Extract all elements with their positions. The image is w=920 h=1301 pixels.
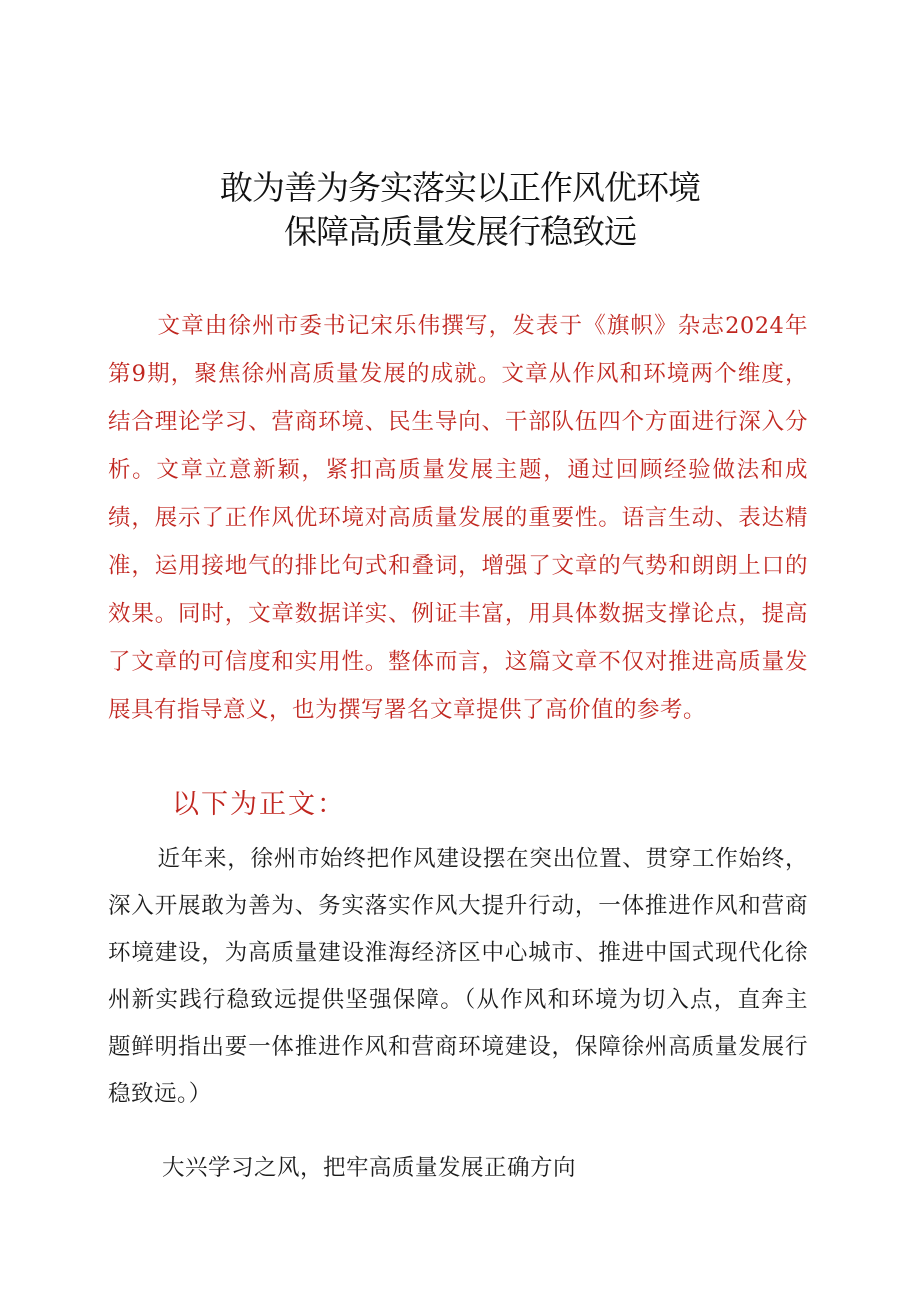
body-paragraph: 近年来，徐州市始终把作风建设摆在突出位置、贯穿工作始终，深入开展敢为善为、务实落实作风大提升行动，一体推进作风和营商环境建设，为高质量建设淮海经济区中心城市、推进中国式现代化徐州新实践行稳致远提供坚强保障。（从作风和环境为切入点，直奔主题鲜明指出要一体推进作风和营商环境建设，保障徐州高质量发展行稳致远。） <box>108 846 808 1107</box>
section-heading: 大兴学习之风，把牢高质量发展正确方向 <box>162 1155 577 1181</box>
document-title <box>0 166 920 254</box>
title-line-1: 敢为善为务实落实以正作风优环境 <box>220 168 700 207</box>
intro-heading: 以下为正文： <box>172 789 346 820</box>
title-line-2: 保障高质量发展行稳致远 <box>284 212 636 251</box>
summary-paragraph: 文章由徐州市委书记宋乐伟撰写，发表于《旗帜》杂志2024年第9期，聚焦徐州高质量发展的成就。文章从作风和环境两个维度，结合理论学习、营商环境、民生导向、干部队伍四个方面进行深入分析。文章立意新颖，紧扣高质量发展主题，通过回顾经验做法和成绩，展示了正作风优环境对高质量发展的重要性。语言生动、表达精准，运用接地气的排比句式和叠词，增强了文章的气势和朗朗上口的效果。同时，文章数据详实、例证丰富，用具体数据支撑论点，提高了文章的可信度和实用性。整体而言，这篇文章不仅对推进高质量发展具有指导意义，也为撰写署名文章提供了高价值的参考。 <box>108 313 808 723</box>
